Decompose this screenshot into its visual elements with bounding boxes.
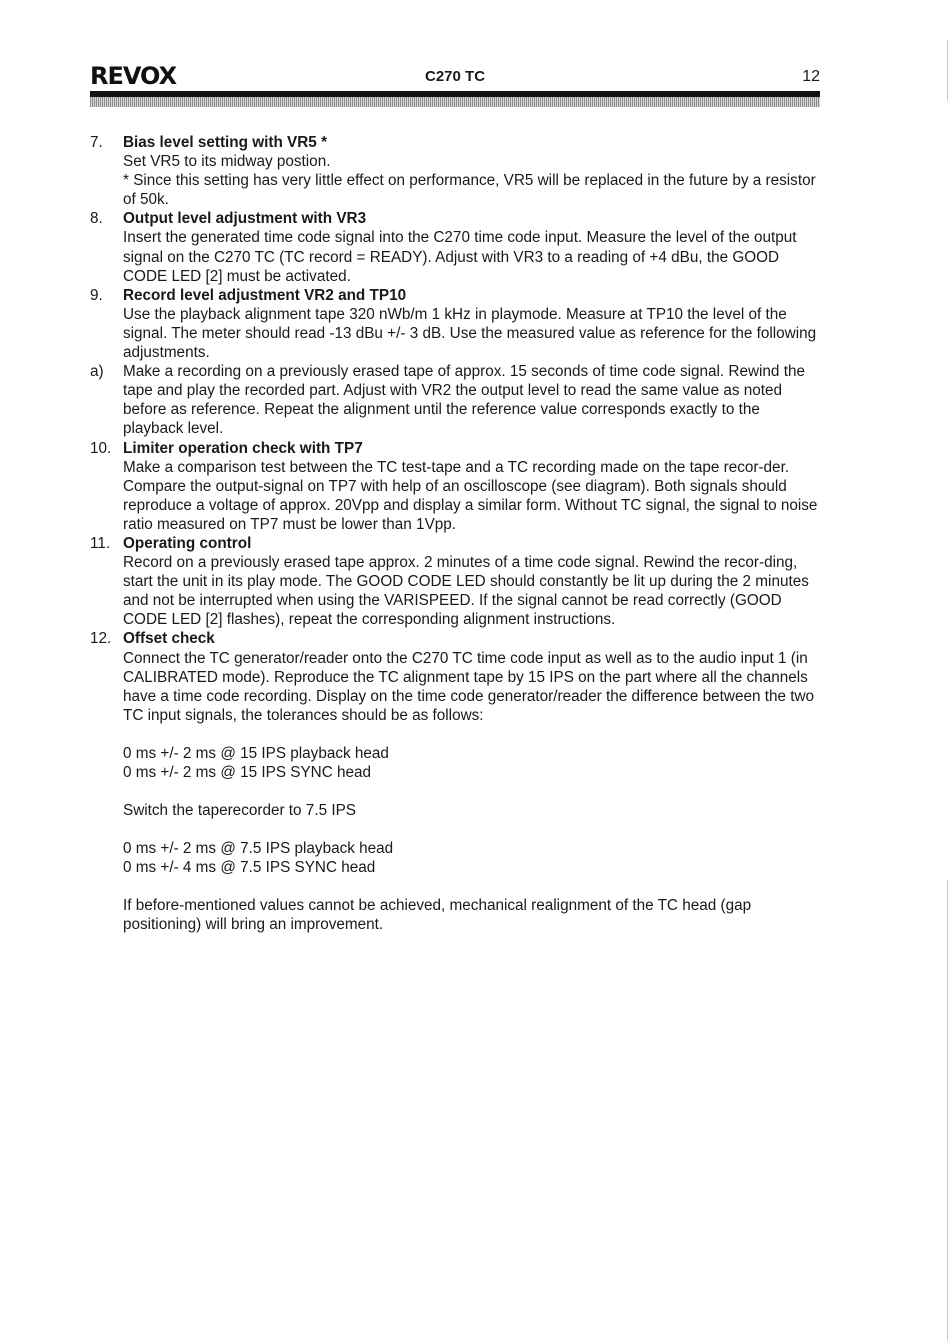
section-text: Record on a previously erased tape approx. 2 minutes of a time code signal. Rewind the recor-ding, start the unit in its play mode. The GOOD CODE LED should constantly be lit up during the 2 minutes and not be interrupted when using the VARISPEED. If the signal cannot be read correctly (GOOD CODE LED [2] flashes), repeat the corresponding alignment instructions. — [123, 554, 809, 629]
tolerance-line: 0 ms +/- 4 ms @ 7.5 IPS SYNC head — [123, 859, 376, 877]
section-number: 8. — [90, 210, 103, 228]
page-header — [90, 62, 820, 92]
scan-edge-mark — [947, 40, 948, 100]
section-footnote: * Since this setting has very little effect on performance, VR5 will be replaced in the future by a resistor of 50k. — [123, 172, 816, 209]
section-text: Make a recording on a previously erased tape of approx. 15 seconds of time code signal. Rewind the tape and play the recorded part. Adjust with VR2 the output level to read the same value as noted before as reference. Repeat the alignment until the reference value corresponds exactly to the playback level. — [123, 363, 805, 438]
section-text: Connect the TC generator/reader onto the C270 TC time code input as well as to the audio input 1 (in CALIBRATED mode). Reproduce the TC alignment tape by 15 IPS on the part where all the channels have a time code recording. Display on the time code generator/reader the difference between the two TC input signals, the tolerances should be as follows: — [123, 649, 815, 724]
section-text: Insert the generated time code signal into the C270 time code input. Measure the level of the output signal on the C270 TC (TC record = READY). Adjust with VR3 to a reading of +4 dBu, the GOOD CODE LED [2] must be activated. — [123, 229, 797, 285]
section-text: Make a comparison test between the TC test-tape and a TC recording made on the tape recor-der. Compare the output-signal on TP7 with help of an oscilloscope (see diagram). Both signals should reproduce a voltage of approx. 20Vpp and display a similar form. Without TC signal, the signal to noise ratio measured on TP7 must be lower than 1Vpp. — [123, 458, 818, 533]
section-number: 9. — [90, 286, 103, 304]
section-title: Operating control — [123, 534, 252, 552]
section-record-level-substep — [90, 362, 820, 438]
closing-note: If before-mentioned values cannot be achieved, mechanical realignment of the TC head (gap positioning) will bring an improvement. — [123, 897, 752, 934]
section-number: 7. — [90, 134, 103, 151]
section-limiter-check — [90, 439, 820, 534]
section-text: Set VR5 to its midway postion. — [123, 153, 331, 171]
section-title: Record level adjustment VR2 and TP10 — [123, 286, 407, 304]
scan-edge-mark — [947, 880, 948, 1340]
section-title: Bias level setting with VR5 * — [123, 134, 328, 151]
section-text: Use the playback alignment tape 320 nWb/m 1 kHz in playmode. Measure at TP10 the level of the signal. The meter should read -13 dBu +/- 3 dB. Use the measured value as reference for the following adjustments. — [123, 305, 817, 362]
document-body — [90, 133, 820, 935]
section-operating-control — [90, 534, 820, 629]
tolerance-line: 0 ms +/- 2 ms @ 7.5 IPS playback head — [123, 840, 394, 858]
section-bias-level — [90, 133, 820, 209]
section-title: Limiter operation check with TP7 — [123, 439, 363, 457]
section-number: 12. — [90, 630, 112, 648]
section-number: 10. — [90, 439, 112, 457]
brand-logo: REVOX — [90, 62, 177, 90]
section-title: Output level adjustment with VR3 — [123, 210, 367, 228]
page-number: 12 — [802, 68, 820, 85]
section-output-level — [90, 209, 820, 285]
tolerance-line: 0 ms +/- 2 ms @ 15 IPS SYNC head — [123, 764, 372, 781]
section-record-level — [90, 286, 820, 362]
section-title: Offset check — [123, 630, 215, 648]
section-number: a) — [90, 363, 104, 381]
tolerance-line: 0 ms +/- 2 ms @ 15 IPS playback head — [123, 744, 389, 762]
model-name: C270 TC — [425, 68, 486, 85]
header-rule — [90, 91, 820, 107]
switch-speed-note: Switch the taperecorder to 7.5 IPS — [123, 802, 356, 820]
section-offset-check — [90, 629, 820, 934]
section-number: 11. — [90, 534, 111, 552]
header-rule-hatched — [90, 97, 820, 107]
